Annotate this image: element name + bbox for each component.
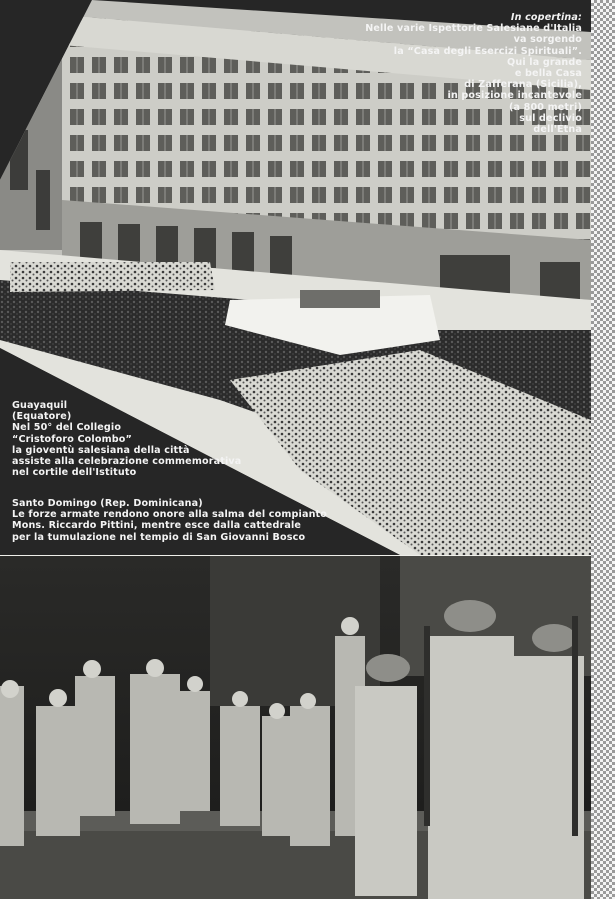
cover-caption-kicker: In copertina: bbox=[510, 12, 582, 23]
guayaquil-caption bbox=[12, 400, 262, 478]
funeral-honor-photo bbox=[0, 556, 591, 899]
guayaquil-caption-line: Nel 50° del Collegio bbox=[12, 422, 122, 434]
guayaquil-caption-line: assiste alla celebrazione commemorativa bbox=[12, 456, 242, 468]
cover-caption-line: Qui la grande bbox=[507, 56, 582, 68]
cover-caption-line: va sorgendo bbox=[513, 34, 582, 46]
guayaquil-caption-line: la gioventù salesiana della città bbox=[12, 444, 190, 456]
cover-caption-line: Nelle varie Ispettorie Salesiane d'Italia bbox=[365, 23, 582, 35]
santo-domingo-caption-heading: Santo Domingo (Rep. Dominicana) bbox=[12, 498, 203, 509]
santo-domingo-caption-line: Le forze armate rendono onore alla salma del compianto bbox=[12, 509, 328, 521]
cover-caption-line: di Zafferana (Sicilia), bbox=[464, 79, 582, 91]
cover-caption-line: (a 800 metri) bbox=[508, 101, 582, 113]
cover-caption-line: la “Casa degli Esercizi Spirituali”. bbox=[393, 45, 582, 57]
guayaquil-caption-line: Guayaquil bbox=[12, 400, 68, 411]
guayaquil-caption-line: “Cristoforo Colombo” bbox=[12, 433, 132, 445]
cover-caption bbox=[322, 12, 582, 135]
guayaquil-caption-line: (Equatore) bbox=[12, 411, 72, 423]
guayaquil-caption-line: nel cortile dell'Istituto bbox=[12, 467, 137, 479]
cover-caption-line: dell'Etna bbox=[533, 124, 582, 136]
checkered-border-strip bbox=[591, 0, 615, 899]
santo-domingo-caption bbox=[12, 498, 342, 543]
cover-caption-line: sul declivio bbox=[519, 112, 582, 124]
santo-domingo-caption-line: Mons. Riccardo Pittini, mentre esce dalla cattedrale bbox=[12, 520, 302, 532]
santo-domingo-caption-line: per la tumulazione nel tempio di San Giovanni Bosco bbox=[12, 531, 306, 543]
cover-caption-line: e bella Casa bbox=[514, 68, 582, 80]
cover-caption-line: in posizione incantevole bbox=[447, 90, 582, 102]
